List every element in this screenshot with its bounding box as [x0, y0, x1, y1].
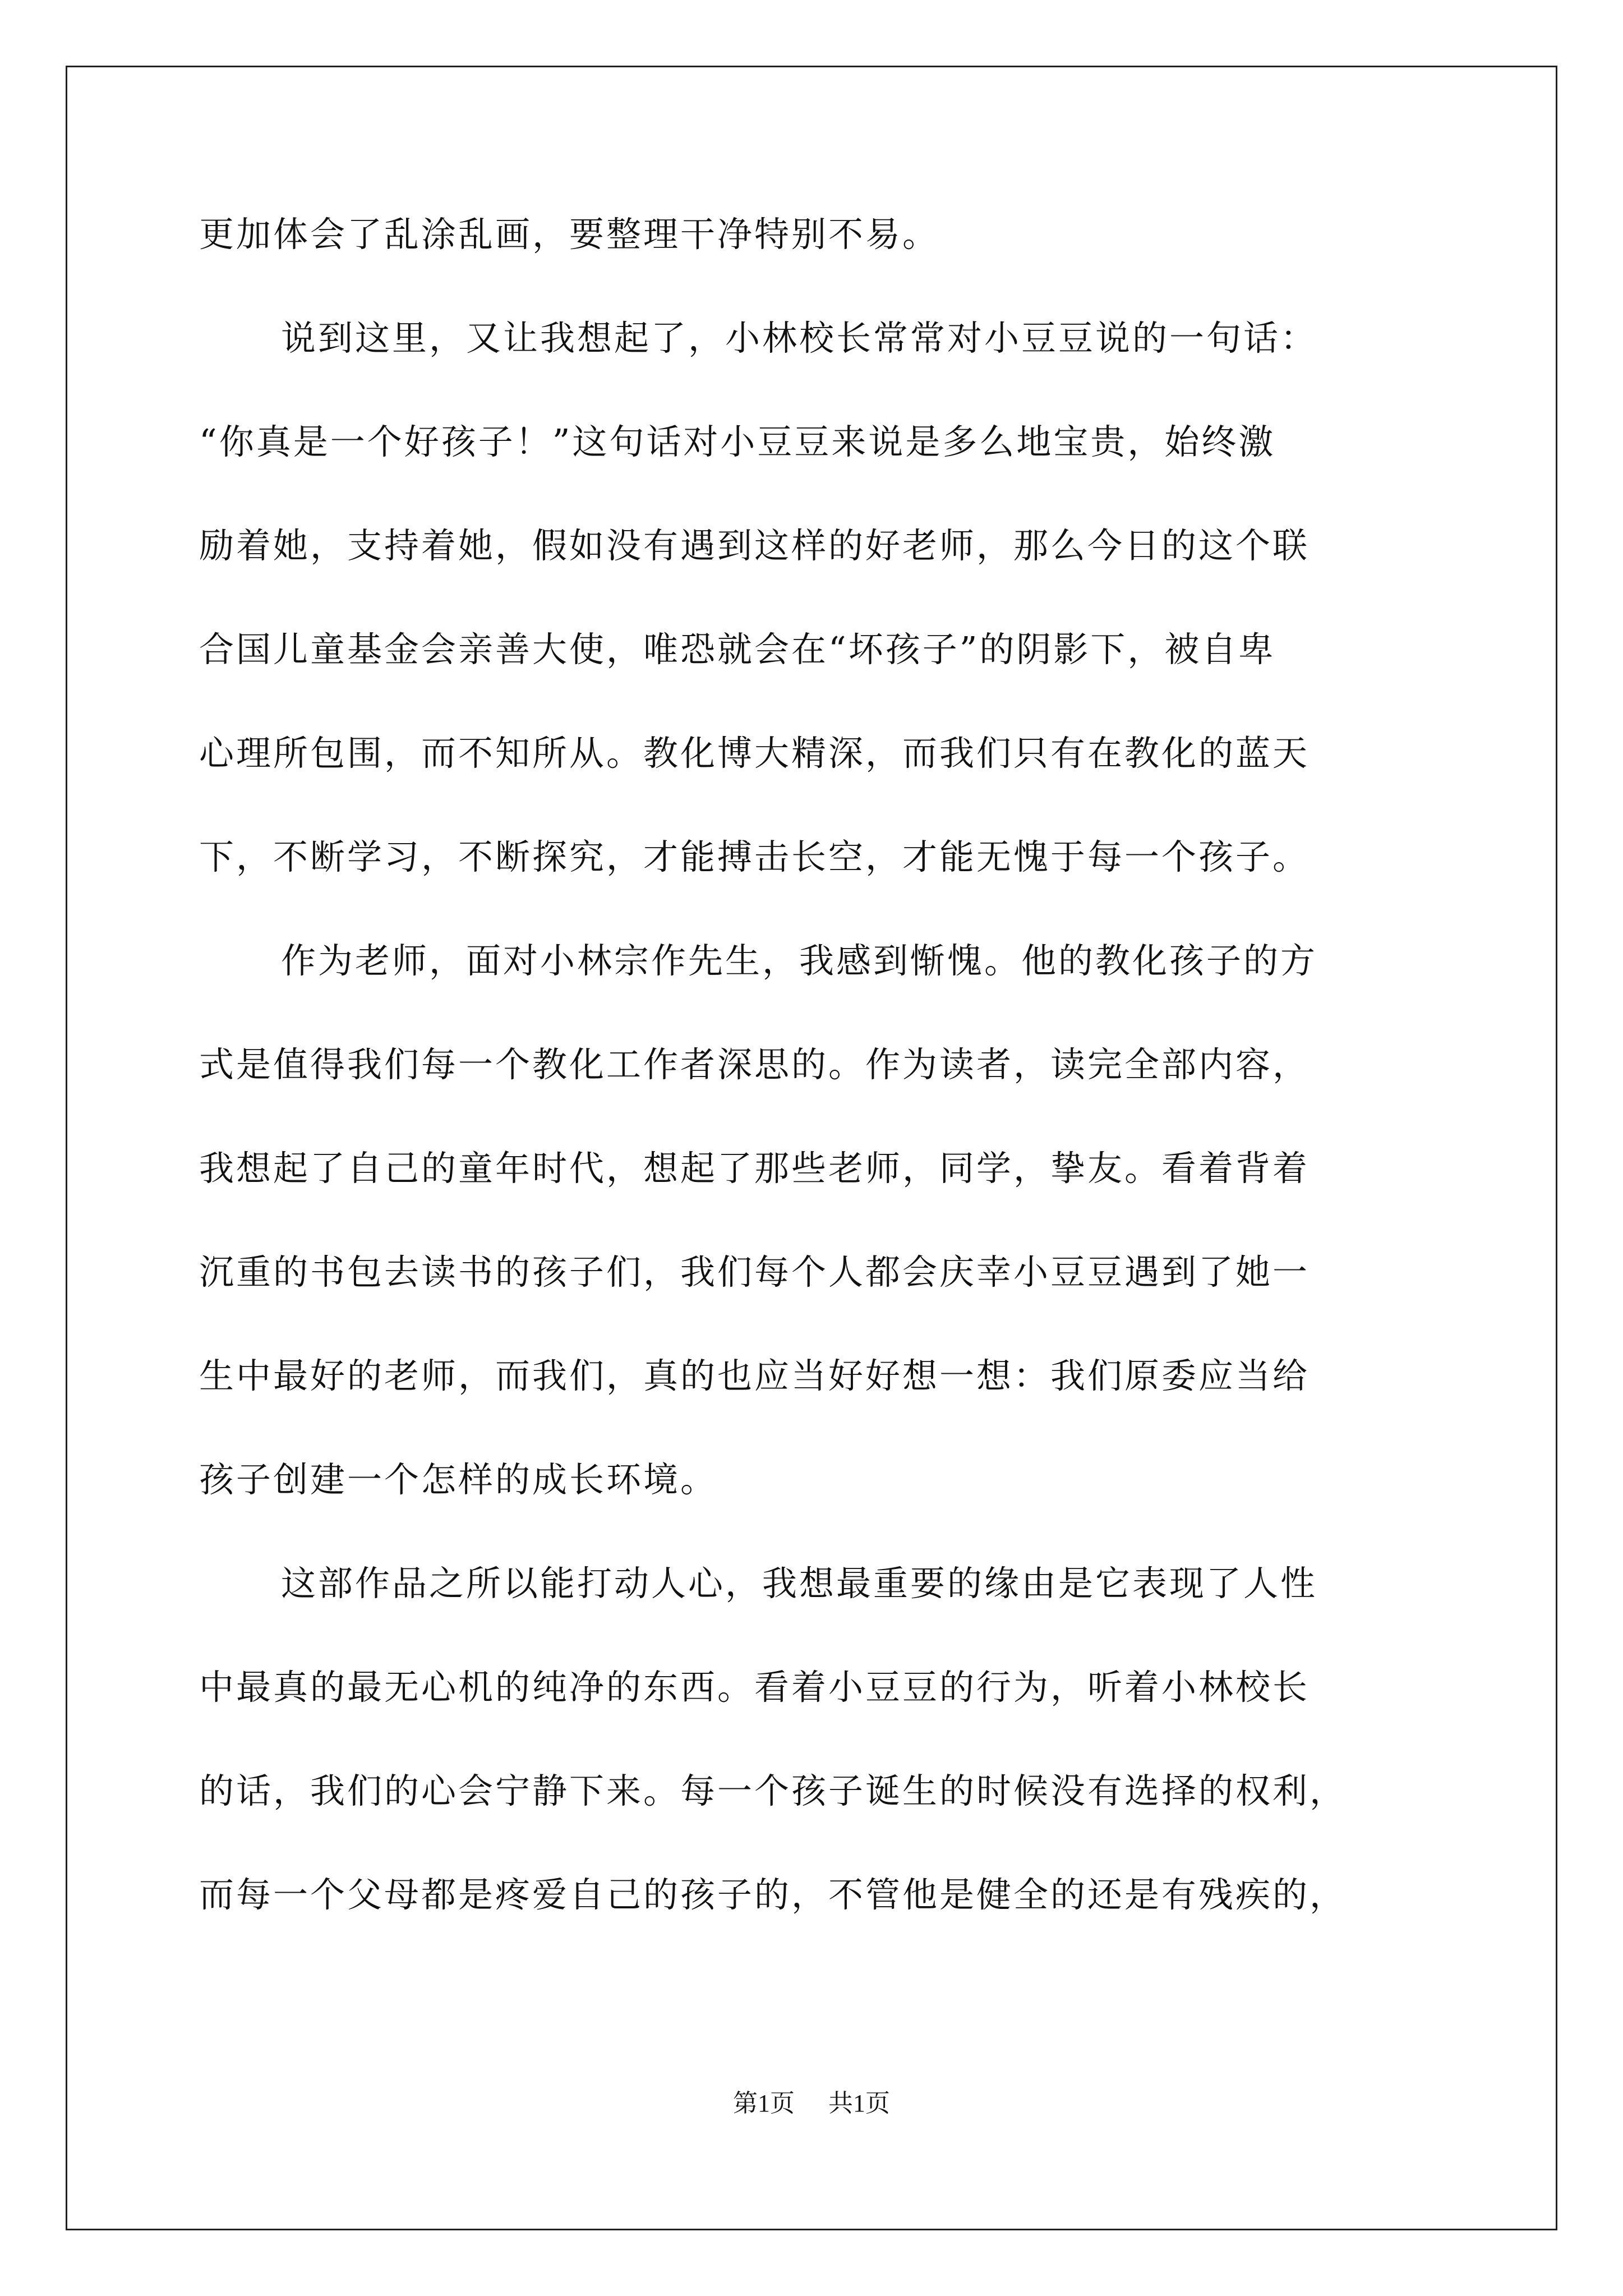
text-line: 而每一个父母都是疼爱自己的孩子的，不管他是健全的还是有残疾的， — [199, 1874, 1347, 1915]
text-line: 心理所包围，而不知所从。教化博大精深，而我们只有在教化的蓝天 — [199, 733, 1310, 774]
text-line: 式是值得我们每一个教化工作者深思的。作为读者，读完全部内容， — [199, 1044, 1310, 1085]
page-number-current: 第1页 — [733, 2090, 795, 2117]
text-line: 孩子创建一个怎样的成长环境。 — [199, 1459, 718, 1500]
text-line: 中最真的最无心机的纯净的东西。看着小豆豆的行为，听着小林校长 — [199, 1667, 1310, 1708]
text-line: “你真是一个好孩子！”这句话对小豆豆来说是多么地宝贵，始终激 — [199, 421, 1276, 462]
text-line: 我想起了自己的童年时代，想起了那些老师，同学，挚友。看着背着 — [199, 1148, 1310, 1189]
text-line-paragraph-start: 说到这里，又让我想起了，小林校长常常对小豆豆说的一句话： — [281, 318, 1318, 358]
text-line: 沉重的书包去读书的孩子们，我们每个人都会庆幸小豆豆遇到了她一 — [199, 1251, 1310, 1292]
text-line: 下，不断学习，不断探究，才能搏击长空，才能无愧于每一个孩子。 — [199, 836, 1310, 877]
text-line: 生中最好的老师，而我们，真的也应当好好想一想：我们原委应当给 — [199, 1355, 1310, 1396]
page-number-total: 共1页 — [828, 2090, 890, 2117]
text-line: 更加体会了乱涂乱画，要整理干净特别不易。 — [199, 214, 940, 255]
text-line: 励着她，支持着她，假如没有遇到这样的好老师，那么今日的这个联 — [199, 525, 1310, 566]
text-line-paragraph-start: 作为老师，面对小林宗作先生，我感到惭愧。他的教化孩子的方 — [281, 940, 1318, 981]
text-line-paragraph-start: 这部作品之所以能打动人心，我想最重要的缘由是它表现了人性 — [281, 1563, 1318, 1604]
document-body — [199, 212, 1433, 1976]
text-line: 合国儿童基金会亲善大使，唯恐就会在“坏孩子”的阴影下，被自卑 — [199, 629, 1276, 670]
page-footer — [0, 2088, 1623, 2119]
text-line: 的话，我们的心会宁静下来。每一个孩子诞生的时候没有选择的权利， — [199, 1770, 1347, 1811]
